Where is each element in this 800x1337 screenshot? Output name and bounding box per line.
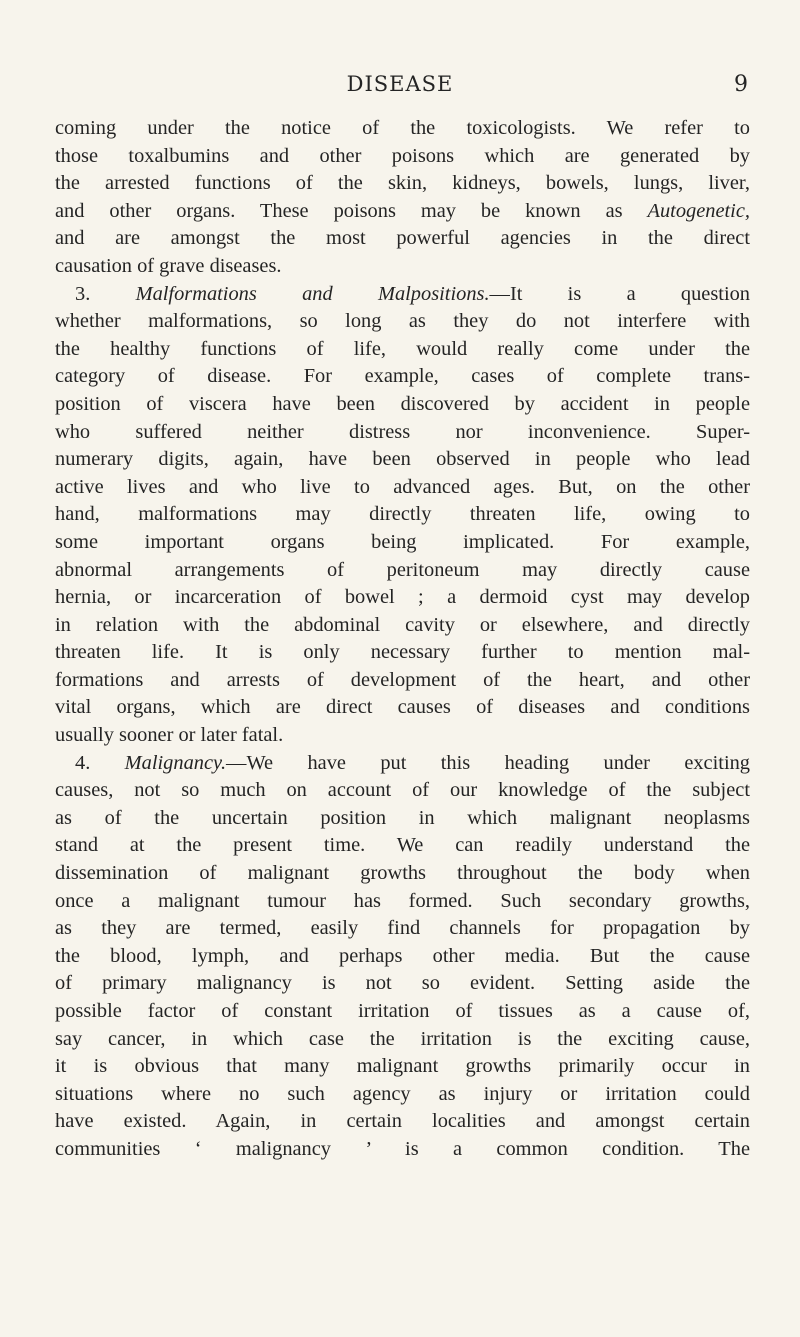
text-line: active lives and who live to advanced ages. But, on the other (55, 475, 750, 498)
text-line: whether malformations, so long as they do not interfere with (55, 310, 750, 333)
text-line: as they are termed, easily find channels for propagation by (55, 917, 750, 940)
text-line: causes, not so much on account of our knowledge of the subject (55, 779, 750, 802)
text-line: formations and arrests of development of the heart, and other (55, 668, 750, 691)
text-line: coming under the notice of the toxicologists. We refer to (55, 117, 750, 139)
text-line: who suffered neither distress nor inconvenience. Super- (55, 420, 750, 443)
text-line: abnormal arrangements of peritoneum may directly cause (55, 558, 750, 581)
text-line: as of the uncertain position in which malignant neoplasms (55, 806, 750, 829)
text-line: the healthy functions of life, would really come under the (55, 337, 750, 360)
line-text: —It is a question (489, 282, 750, 305)
line-text: 4. (75, 751, 125, 774)
text-line: those toxalbumins and other poisons which are generated by (55, 144, 750, 167)
text-line: usually sooner or later fatal. (55, 724, 284, 747)
text-line: the blood, lymph, and perhaps other media. But the cause (55, 944, 750, 967)
text-line (55, 750, 750, 778)
text-line (55, 281, 750, 309)
line-text: and other organs. These poisons may be known as (55, 199, 648, 222)
text-line: the arrested functions of the skin, kidneys, bowels, lungs, liver, (55, 172, 750, 195)
text-line: some important organs being implicated. For example, (55, 530, 750, 553)
text-line: category of disease. For example, cases of complete trans- (55, 365, 750, 388)
text-line: say cancer, in which case the irritation is the exciting cause, (55, 1027, 750, 1050)
running-title: DISEASE (346, 72, 454, 96)
text-line: in relation with the abdominal cavity or elsewhere, and directly (55, 613, 750, 636)
text-line: numerary digits, again, have been observed in people who lead (55, 448, 750, 471)
line-text: —We have put this heading under exciting (226, 751, 750, 774)
running-head (0, 72, 800, 106)
text-line: position of viscera have been discovered by accident in people (55, 392, 750, 415)
italic-heading: Malformations and Malpositions. (135, 282, 490, 305)
text-line: hernia, or incarceration of bowel ; a dermoid cyst may develop (55, 586, 750, 609)
text-line: vital organs, which are direct causes of diseases and conditions (55, 696, 750, 719)
text-line: dissemination of malignant growths throughout the body when (55, 862, 750, 885)
text-line: threaten life. It is only necessary further to mention mal- (55, 641, 750, 664)
text-line: have existed. Again, in certain localities and amongst certain (55, 1110, 750, 1133)
text-line: once a malignant tumour has formed. Such secondary growths, (55, 889, 750, 912)
text-line: hand, malformations may directly threaten life, owing to (55, 503, 750, 526)
text-line: and are amongst the most powerful agencies in the direct (55, 227, 750, 250)
text-line: possible factor of constant irritation of tissues as a cause of, (55, 1000, 750, 1022)
text-line (55, 198, 750, 226)
text-line: it is obvious that many malignant growths primarily occur in (55, 1055, 750, 1078)
italic-heading: Autogenetic, (647, 199, 750, 222)
italic-heading: Malignancy. (124, 751, 227, 774)
text-line: stand at the present time. We can readily understand the (55, 834, 750, 857)
text-line: situations where no such agency as injury or irritation could (55, 1082, 750, 1105)
line-text: 3. (75, 282, 136, 305)
body-text (55, 115, 750, 1164)
page-number: 9 (734, 72, 748, 97)
text-line: causation of grave diseases. (55, 254, 282, 277)
text-line: communities ‘ malignancy ’ is a common condition. The (55, 1137, 750, 1160)
text-line: of primary malignancy is not so evident. Setting aside the (55, 972, 750, 995)
